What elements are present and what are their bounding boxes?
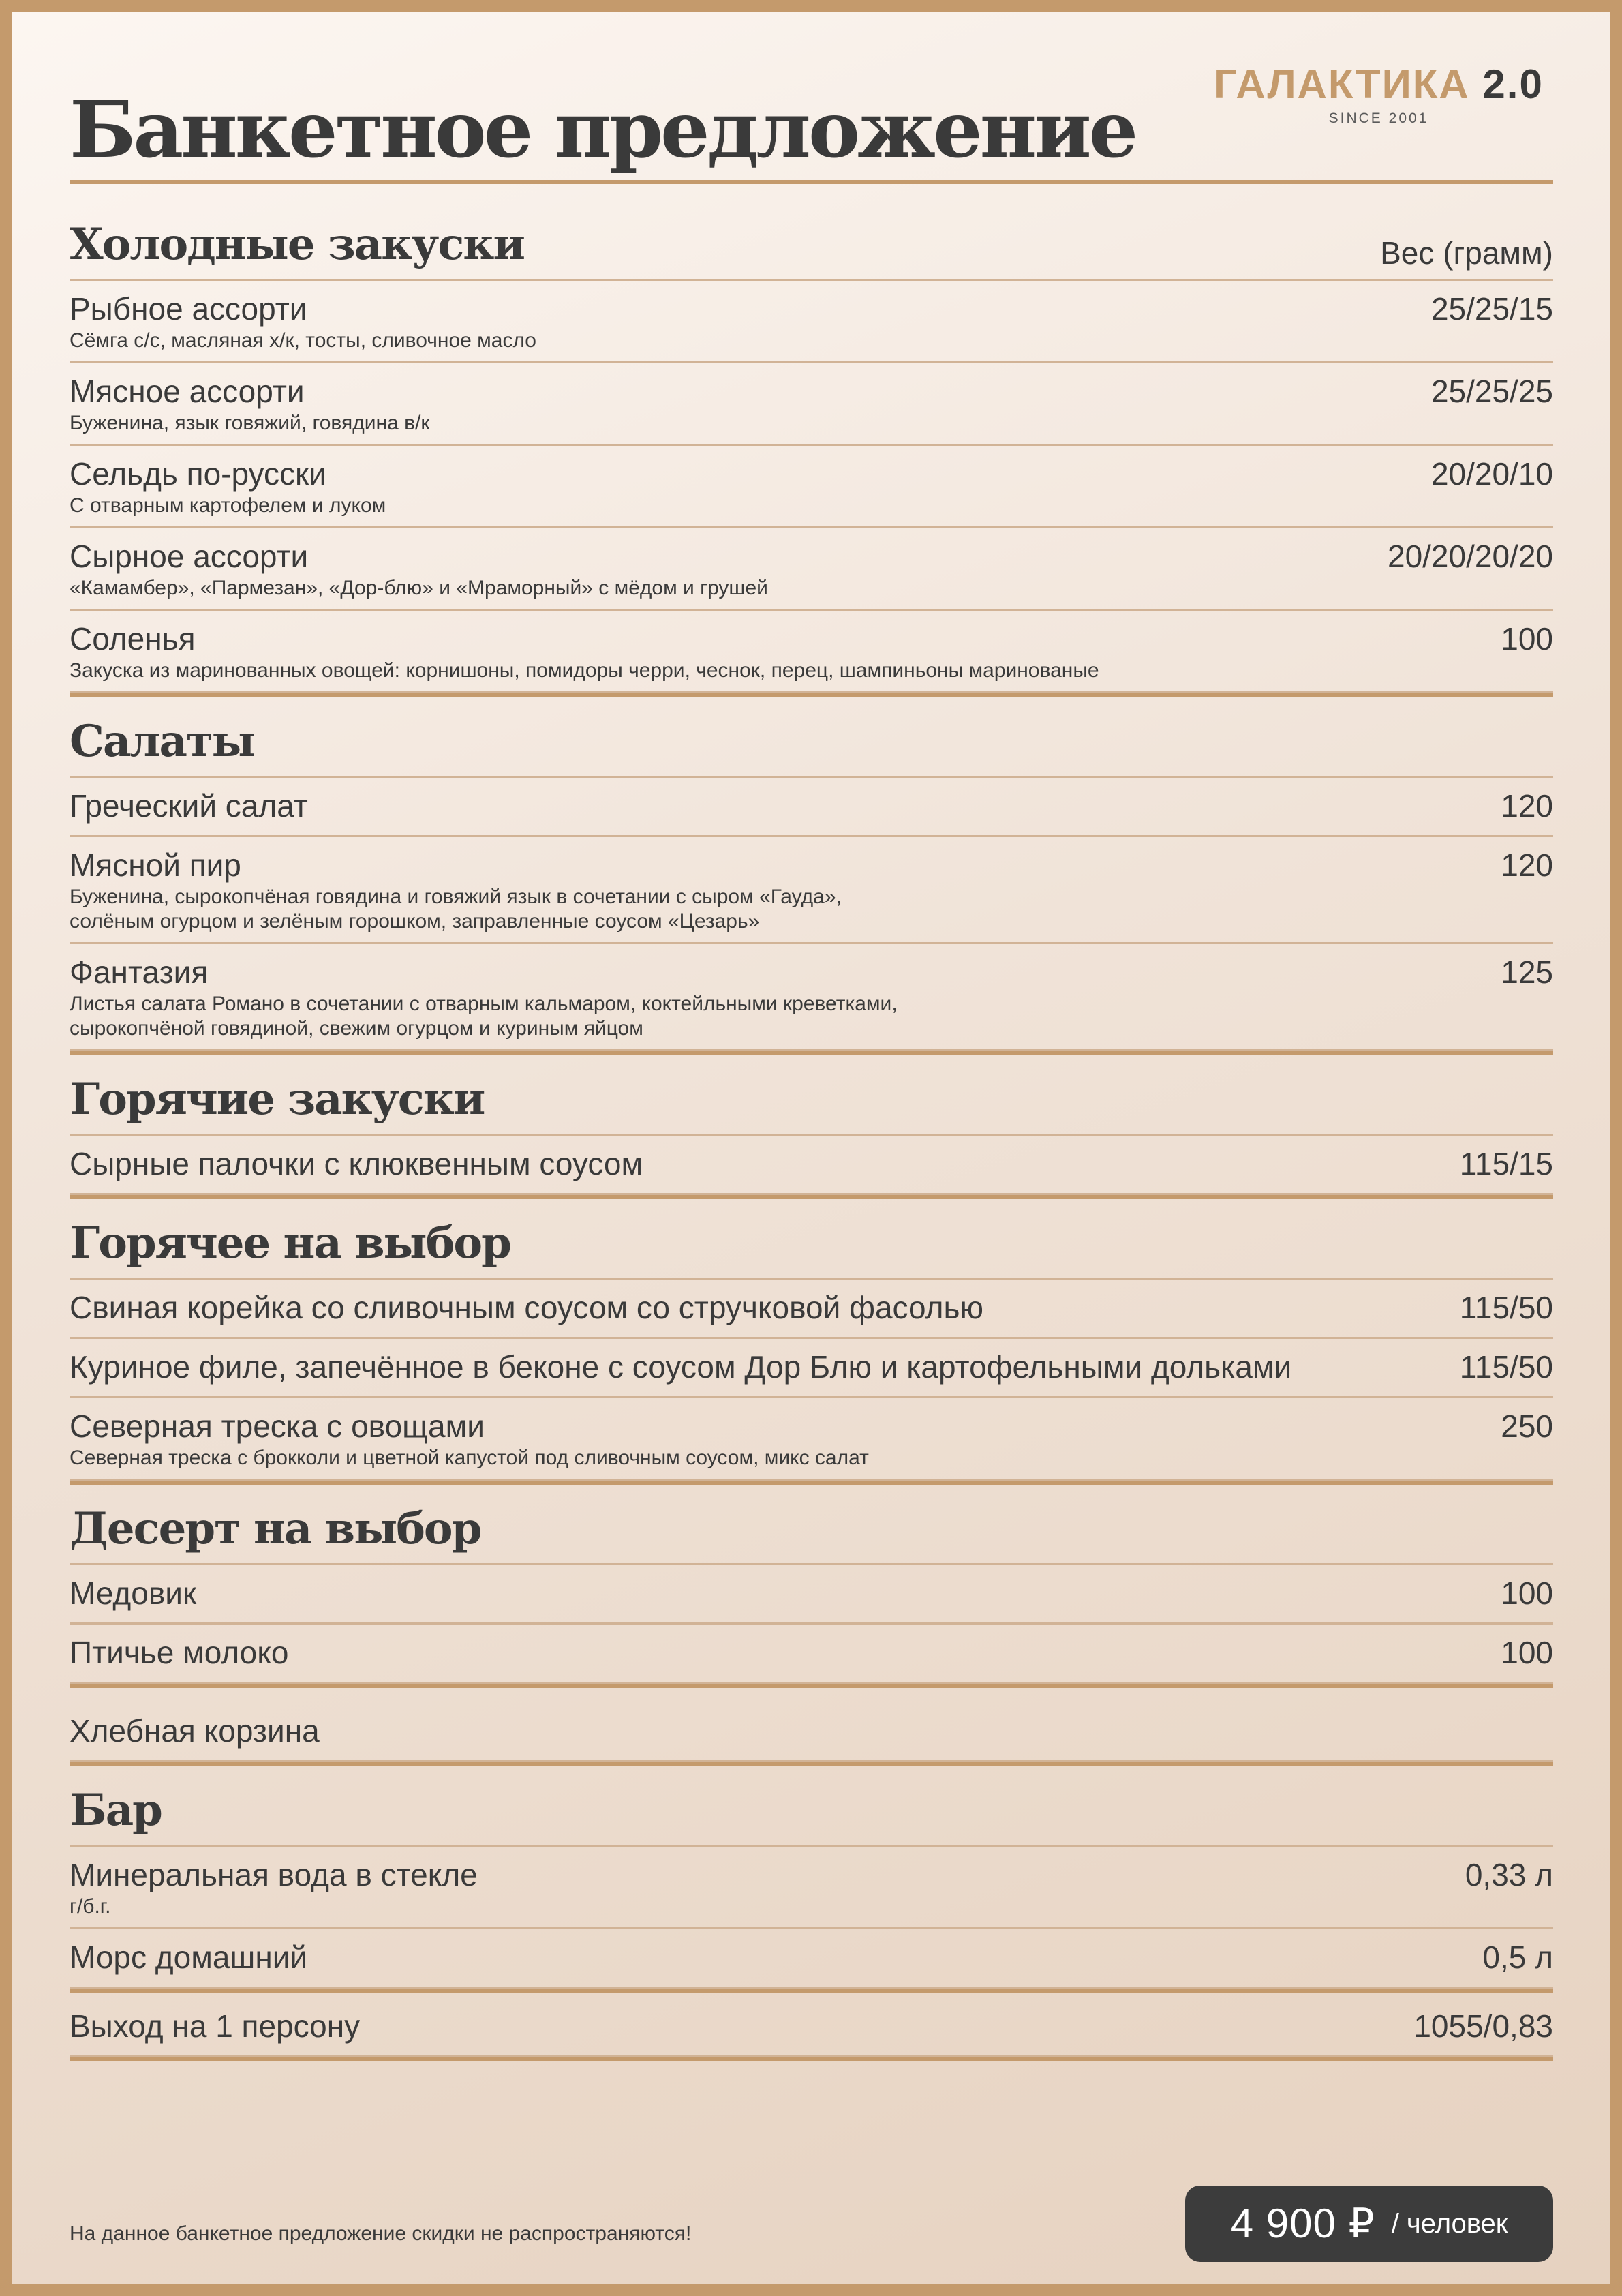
menu-item-weight: 100 (1501, 621, 1553, 656)
weight-column-header: Вес (грамм) (1380, 235, 1553, 271)
menu-item (70, 837, 1553, 944)
price-value: 4 900 ₽ (1230, 2201, 1375, 2246)
menu-item-row (70, 845, 1553, 885)
menu-section (70, 1199, 1553, 1485)
menu-item-row (70, 1633, 1553, 1672)
menu-item (70, 1339, 1553, 1398)
menu-item-name: Греческий салат (70, 788, 308, 824)
section-header (70, 1055, 1553, 1136)
menu-item (70, 1847, 1553, 1929)
menu-item-description: Буженина, язык говяжий, говядина в/к (70, 412, 430, 434)
menu-section (70, 697, 1553, 1055)
menu-item-weight: 120 (1501, 788, 1553, 824)
menu-item (70, 1136, 1553, 1195)
price-badge (1185, 2186, 1553, 2262)
menu-item-description: С отварным картофелем и луком (70, 494, 386, 517)
menu-section (70, 184, 1553, 697)
menu-item (70, 1280, 1553, 1339)
section-title: Десерт на выбор (70, 1503, 481, 1554)
menu-section (70, 1993, 1553, 2061)
menu-section (70, 1688, 1553, 1766)
section-divider (70, 2057, 1553, 2061)
menu-item-name: Минеральная вода в стекле (70, 1857, 478, 1892)
menu-item-name: Медовик (70, 1575, 197, 1611)
menu-item-name: Хлебная корзина (70, 1713, 320, 1749)
menu-item-row (70, 786, 1553, 826)
menu-item-name: Сырное ассорти (70, 539, 309, 574)
menu-item-name: Рыбное ассорти (70, 291, 307, 327)
section-header (70, 1485, 1553, 1565)
menu-item (70, 1688, 1553, 1762)
menu-item-name: Птичье молоко (70, 1635, 289, 1670)
menu-item-name: Морс домашний (70, 1939, 308, 1975)
menu-item-name: Северная треска с овощами (70, 1408, 485, 1444)
menu-item-row (70, 1573, 1553, 1613)
menu-item-weight: 0,5 л (1482, 1939, 1553, 1975)
menu-item (70, 944, 1553, 1051)
section-header (70, 1199, 1553, 1280)
menu-item (70, 363, 1553, 446)
menu-item-weight: 100 (1501, 1575, 1553, 1611)
brand-logo (1204, 60, 1553, 127)
menu-item-weight: 20/20/10 (1430, 456, 1553, 492)
menu-item-row (70, 1347, 1553, 1387)
section-title: Горячее на выбор (70, 1218, 510, 1269)
menu-item-row (70, 1288, 1553, 1327)
menu-item-description: Закуска из маринованных овощей: корнишоны, помидоры черри, чеснок, перец, шампиньоны маринованые (70, 659, 1099, 682)
menu-item (70, 1565, 1553, 1625)
menu-item-weight: 25/25/25 (1430, 374, 1553, 409)
menu-item-row (70, 537, 1553, 576)
menu-item-name: Мясное ассорти (70, 374, 305, 409)
menu-item-weight: 1055/0,83 (1413, 2008, 1553, 2044)
menu-item-row (70, 2006, 1553, 2046)
menu-item-row (70, 952, 1553, 992)
menu-item (70, 1993, 1553, 2057)
menu-item-row (70, 1855, 1553, 1894)
section-header (70, 184, 1553, 281)
menu-item-name: Выход на 1 персону (70, 2008, 361, 2044)
menu-item-row (70, 289, 1553, 329)
menu-item-row (70, 1406, 1553, 1446)
menu-item-weight: 115/15 (1459, 1146, 1553, 1181)
menu-item-weight: 100 (1501, 1635, 1553, 1670)
menu-item-row (70, 1937, 1553, 1977)
price-per-person: / человек (1391, 2208, 1508, 2239)
menu-item-name: Сырные палочки с клюквенным соусом (70, 1146, 643, 1181)
menu-item (70, 446, 1553, 528)
menu-item-row (70, 372, 1553, 411)
menu-item (70, 281, 1553, 363)
menu-item-name: Свиная корейка со сливочным соусом со стручковой фасолью (70, 1290, 983, 1325)
menu-item-description: Листья салата Романо в сочетании с отварным кальмаром, коктейльными креветками, сырокопчёной говядиной, свежим огурцом и куриным яйцом (70, 993, 898, 1040)
menu-item-description: Буженина, сырокопчёная говядина и говяжий язык в сочетании с сыром «Гауда», солёным огурцом и зелёным горошком, заправленные соусом «Цезарь» (70, 886, 842, 933)
menu-item-description: «Камамбер», «Пармезан», «Дор-блю» и «Мраморный» с мёдом и грушей (70, 577, 768, 599)
menu-page (12, 12, 1610, 2284)
menu-item-name: Соленья (70, 621, 196, 656)
menu-item-weight: 20/20/20/20 (1387, 539, 1553, 574)
menu-item-weight: 120 (1501, 847, 1553, 883)
menu-item (70, 611, 1553, 693)
section-header (70, 1766, 1553, 1847)
menu-item-name: Куриное филе, запечённое в беконе с соусом Дор Блю и картофельными дольками (70, 1349, 1292, 1385)
menu-section (70, 1055, 1553, 1199)
footer (70, 2186, 1553, 2265)
menu-item-name: Фантазия (70, 954, 209, 990)
menu-item (70, 1625, 1553, 1684)
menu-item-name: Мясной пир (70, 847, 241, 883)
menu-sections (70, 184, 1553, 2061)
menu-item-weight: 115/50 (1459, 1290, 1553, 1325)
menu-item (70, 778, 1553, 837)
menu-item-row (70, 619, 1553, 659)
logo-version: 2.0 (1482, 61, 1544, 107)
menu-item-description: Сёмга с/с, масляная х/к, тосты, сливочное масло (70, 329, 536, 352)
logo-since: SINCE 2001 (1328, 110, 1429, 126)
menu-item-row (70, 1711, 1553, 1751)
menu-item-name: Сельдь по-русски (70, 456, 326, 492)
menu-item (70, 1398, 1553, 1481)
section-title: Горячие закуски (70, 1074, 485, 1125)
menu-section (70, 1485, 1553, 1688)
logo-text (1204, 60, 1553, 109)
menu-item (70, 528, 1553, 611)
menu-item-description: Северная треска с брокколи и цветной капустой под сливочным соусом, микс салат (70, 1447, 869, 1469)
menu-item-row (70, 454, 1553, 494)
menu-item-weight: 25/25/15 (1430, 291, 1553, 327)
menu-item-weight: 250 (1501, 1408, 1553, 1444)
discount-note: На данное банкетное предложение скидки не распространяются! (70, 2222, 692, 2245)
menu-item (70, 1929, 1553, 1989)
menu-item-weight: 125 (1501, 954, 1553, 990)
logo-word: ГАЛАКТИКА (1214, 61, 1470, 107)
menu-section (70, 1766, 1553, 1993)
menu-item-weight: 0,33 л (1465, 1857, 1553, 1892)
page-title: Банкетное предложение (70, 84, 1136, 175)
menu-item-description: г/б.г. (70, 1895, 111, 1918)
section-header (70, 697, 1553, 778)
menu-item-weight: 115/50 (1459, 1349, 1553, 1385)
menu-item-row (70, 1144, 1553, 1183)
section-title: Салаты (70, 716, 254, 767)
section-title: Холодные закуски (70, 219, 524, 270)
section-title: Бар (70, 1785, 162, 1836)
